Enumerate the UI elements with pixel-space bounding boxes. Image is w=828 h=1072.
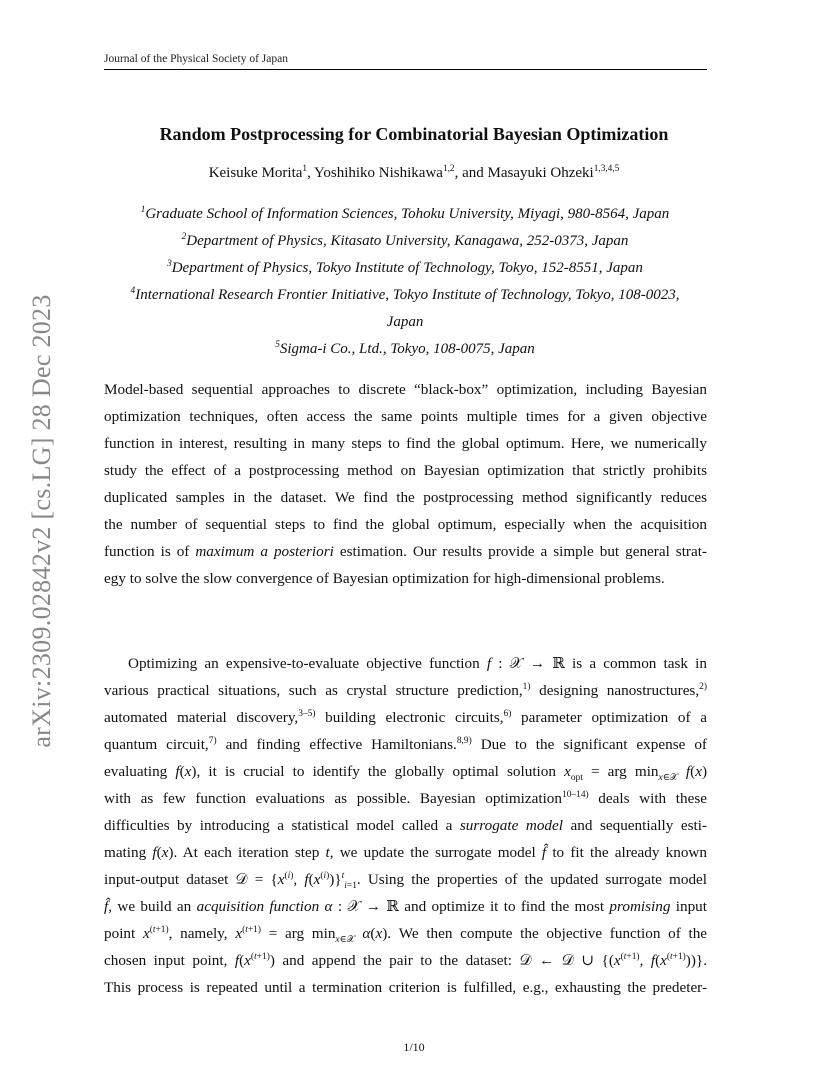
- affiliation-text: Sigma-i Co., Ltd., Tokyo, 108-0075, Japan: [279, 341, 535, 357]
- abstract-line: egy to solve the slow convergence of Bayesian optimization for high-dimensional problems.: [104, 570, 665, 587]
- affiliation-number: 4: [130, 286, 136, 296]
- author-name: Keisuke Morita: [208, 165, 303, 181]
- body-text: [104, 650, 707, 1001]
- affiliation: [100, 260, 710, 277]
- abstract-line: optimization techniques, often access the same points multiple times for a given objective: [104, 408, 707, 425]
- body-line: chosen input point, $f(x^{(t+1)})$ and append the pair to the dataset: 𝒟 ← 𝒟 ∪ {($x^{(t+1)}$, $f(x^{(t+1)})$)}.: [104, 951, 707, 969]
- body-line: with as few function evaluations as possible. Bayesian optimization$^{10-14)}$ deals with these: [104, 789, 707, 807]
- affiliation-text: Department of Physics, Tokyo Institute of Technology, Tokyo, 152-8551, Japan: [171, 260, 643, 276]
- citation: 3–5): [298, 708, 316, 719]
- affiliation-number: 5: [275, 340, 280, 350]
- body-line: Optimizing an expensive-to-evaluate objective function f : 𝒳 → ℝ is a common task in: [128, 655, 707, 672]
- abstract: [104, 376, 707, 592]
- body-line: evaluating f(x), it is crucial to identify the globally optimal solution $x_{opt}$ = arg $\min_{x\in 𝒳} f(x)$: [104, 763, 708, 784]
- affiliation-number: 1: [140, 205, 146, 215]
- affiliation-text: Department of Physics, Kitasato University, Kanagawa, 252-0373, Japan: [186, 233, 629, 249]
- abstract-line: the number of sequential steps to find the global optimum, especially when the acquisition: [104, 516, 707, 533]
- citation: 1): [522, 681, 531, 692]
- header-rule: [104, 69, 707, 70]
- paper-title: Random Postprocessing for Combinatorial Bayesian Optimization: [159, 124, 669, 144]
- emphasis: promising: [609, 898, 671, 915]
- abstract-line: duplicated samples in the dataset. We find the postprocessing method significantly reduces: [104, 489, 707, 506]
- author-list: [0, 165, 828, 182]
- journal-header: Journal of the Physical Society of Japan: [104, 53, 288, 65]
- author-name: Masayuki Ohzeki: [487, 165, 594, 181]
- affiliation: [100, 287, 710, 304]
- author-affiliation-mark: 1,3,4,5: [593, 164, 620, 174]
- page-number: 1/10: [403, 1040, 425, 1054]
- affiliation-text: International Research Frontier Initiative, Tokyo Institute of Technology, Tokyo, 108-0023,: [135, 287, 680, 303]
- affiliation: [100, 341, 710, 358]
- citation: 2): [699, 681, 707, 692]
- affiliation-text: Graduate School of Information Sciences, Tohoku University, Miyagi, 980-8564, Japan: [145, 206, 670, 222]
- abstract-line: study the effect of a postprocessing method on Bayesian optimization that strictly prohibits: [104, 462, 707, 479]
- author-name: Yoshihiko Nishikawa: [314, 165, 443, 181]
- body-line: point $x^{(t+1)}$, namely, $x^{(t+1)}$ = arg $\min_{x\in 𝒳} \alpha(x)$. We then compute the objective function of the: [104, 924, 708, 946]
- affiliation: [100, 233, 710, 250]
- emphasis: maximum a posteriori: [195, 543, 334, 560]
- citation: 6): [503, 708, 512, 719]
- citation: 8,9): [456, 735, 472, 746]
- body-line: difficulties by introducing a statistical model called a surrogate model and sequentially esti-: [104, 817, 707, 834]
- abstract-line: Model-based sequential approaches to discrete “black-box” optimization, including Bayesian: [104, 381, 707, 398]
- affiliation: [100, 206, 710, 223]
- emphasis: surrogate model: [459, 817, 563, 834]
- body-line: mating f(x). At each iteration step t, we update the surrogate model f̂ to fit the already known: [104, 844, 707, 861]
- author-affiliation-mark: 1: [302, 164, 308, 174]
- body-line: quantum circuit,$^{7)}$ and finding effective Hamiltonians.$^{8,9)}$ Due to the significant expense of: [104, 735, 707, 753]
- author-separator: , and: [454, 165, 488, 181]
- body-line: automated material discovery,$^{3-5)}$ building electronic circuits,$^{6)}$ parameter optimization of a: [104, 708, 707, 726]
- affiliation-number: 2: [181, 232, 187, 242]
- affiliation-number: 3: [167, 259, 172, 269]
- author-affiliation-mark: 1,2: [442, 164, 455, 174]
- affiliation-continuation: Japan: [386, 314, 424, 330]
- emphasis: acquisition function: [196, 898, 320, 915]
- body-line: various practical situations, such as crystal structure prediction,$^{1)}$ designing nanostructures,$^{2)}$: [104, 681, 707, 699]
- citation: 10–14): [562, 789, 589, 800]
- abstract-line: function in interest, resulting in many steps to find the global optimum. Here, we numerically: [104, 435, 707, 452]
- body-line: input-output dataset 𝒟 = {$x^{(i)}$, $f(x^{(i)})\}^t_{i=1}$. Using the properties of the updated surrogate model: [104, 870, 708, 892]
- body-line: This process is repeated until a termination criterion is fulfilled, e.g., exhausting the predeter-: [104, 979, 707, 996]
- author-separator: ,: [307, 165, 315, 181]
- citation: 7): [208, 735, 217, 746]
- body-line: f̂, we build an acquisition function α : 𝒳 → ℝ and optimize it to find the most promising input: [104, 898, 707, 915]
- abstract-line: function is of maximum a posteriori estimation. Our results provide a simple but general strat-: [104, 543, 707, 560]
